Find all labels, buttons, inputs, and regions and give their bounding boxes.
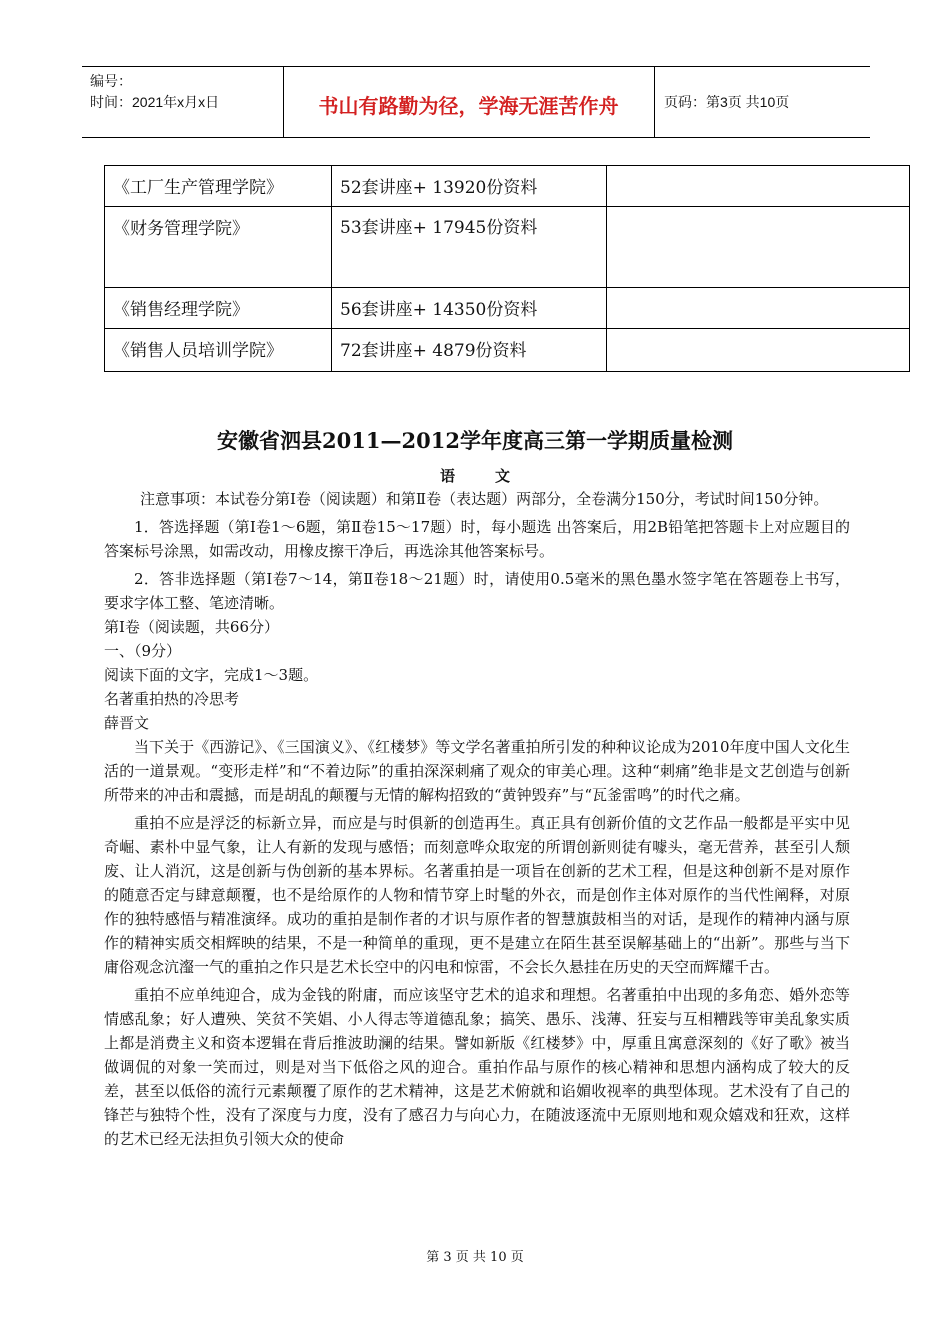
table-cell-name: 《财务管理学院》 (105, 207, 332, 288)
article-paragraph: 当下关于《西游记》、《三国演义》、《红楼梦》等文学名著重拍所引发的种种议论成为2010年度中国人文化生活的一道景观。“变形走样”和“不着边际”的重拍深深刺痛了观众的审美心理。这种“刺痛”绝非是文艺创造与创新所带来的冲击和震撼，而是胡乱的颠覆与无情的解构招致的“黄钟毁弃”与“瓦釜雷鸣”的时代之痛。 (104, 738, 850, 804)
table-cell-extra (607, 288, 910, 329)
header-meta (90, 71, 280, 113)
header-page-info: 页码：第3页 共10页 (664, 94, 790, 110)
page-header (82, 66, 870, 138)
page-footer: 第 3 页 共 10 页 (426, 1250, 524, 1265)
exam-content (104, 487, 850, 1151)
table-row (105, 329, 910, 372)
exam-subject: 语文 (439, 467, 550, 485)
document-number-label: 编号： (90, 73, 132, 89)
article-paragraph: 重拍不应单纯迎合，成为金钱的附庸，而应该坚守艺术的追求和理想。名著重拍中出现的多角恋、婚外恋等情感乱象；好人遭殃、笑贫不笑娼、小人得志等道德乱象；搞笑、愚乐、浅薄、狂妄与互相糟践等审美乱象实质上都是消费主义和资本逻辑在背后推波助澜的结果。譬如新版《红楼梦》中，厚重且寓意深刻的《好了歌》被当做调侃的对象一笑而过，则是对当下低俗之风的迎合。重拍作品与原作的核心精神和思想内涵构成了较大的反差，甚至以低俗的流行元素颠覆了原作的艺术精神，这是艺术俯就和谄媚收视率的典型体现。艺术没有了自己的锋芒与独特个性，没有了深度与力度，没有了感召力与向心力，在随波逐流中无原则地和观众嬉戏和狂欢，这样的艺术已经无法担负引领大众的使命 (104, 986, 850, 1148)
header-divider (654, 67, 655, 137)
table-cell-extra (607, 329, 910, 372)
table-cell-extra (607, 207, 910, 288)
table-cell-detail: 56套讲座+ 14350份资料 (332, 288, 607, 329)
exam-rule-1: 1．答选择题（第Ⅰ卷1～6题，第Ⅱ卷15～17题）时，每小题选 出答案后，用2B铅笔把答题卡上对应题目的答案标号涂黑，如需改动，用橡皮擦干净后，再选涂其他答案标号。 (104, 518, 850, 560)
exam-title: 安徽省泗县2011—2012学年度高三第一学期质量检测 (217, 428, 733, 453)
table-cell-detail: 52套讲座+ 13920份资料 (332, 166, 607, 207)
table-cell-name: 《销售人员培训学院》 (105, 329, 332, 372)
part-heading: 第Ⅰ卷（阅读题，共66分） (104, 618, 280, 636)
article-paragraph: 重拍不应是浮泛的标新立异，而应是与时俱新的创造再生。真正具有创新价值的文艺作品一般都是平实中见奇崛、素朴中显气象，让人有新的发现与感悟；而刻意哗众取宠的所谓创新则徒有噱头，毫无营养，甚至引人颓废、让人消沉，这是创新与伪创新的基本界标。名著重拍是一项旨在创新的艺术工程，但是这种创新不是对原作的随意否定与肆意颠覆，也不是给原作的人物和情节穿上时髦的外衣，而是创作主体对原作的当代性阐释，对原作的独特感悟与精准演绎。成功的重拍是制作者的才识与原作者的智慧旗鼓相当的对话，是现作的精神内涵与原作的精神实质交相辉映的结果，不是一种简单的重现，更不是建立在陌生甚至误解基础上的“出新”。那些与当下庸俗观念沆瀣一气的重拍之作只是艺术长空中的闪电和惊雷，不会长久悬挂在历史的天空而辉耀千古。 (104, 814, 850, 976)
table-row (105, 288, 910, 329)
article-author: 薛晋文 (104, 714, 150, 732)
exam-rule-2: 2．答非选择题（第Ⅰ卷7～14，第Ⅱ卷18～21题）时，请使用0.5毫米的黑色墨水签字笔在答题卷上书写，要求字体工整、笔迹清晰。 (104, 570, 850, 612)
table-row (105, 166, 910, 207)
header-motto: 书山有路勤为径，学海无涯苦作舟 (318, 94, 619, 118)
table-cell-detail: 53套讲座+ 17945份资料 (332, 207, 607, 288)
table-cell-name: 《工厂生产管理学院》 (105, 166, 332, 207)
table-cell-extra (607, 166, 910, 207)
reading-instruction: 阅读下面的文字，完成1～3题。 (104, 666, 319, 684)
table-cell-detail: 72套讲座+ 4879份资料 (332, 329, 607, 372)
document-date: 时间：2021年x月x日 (90, 94, 220, 110)
exam-notice: 注意事项：本试卷分第Ⅰ卷（阅读题）和第Ⅱ卷（表达题）两部分，全卷满分150分，考试时间150分钟。 (140, 490, 829, 508)
article-title: 名著重拍热的冷思考 (104, 690, 240, 708)
resource-table (104, 165, 910, 372)
table-cell-name: 《销售经理学院》 (105, 288, 332, 329)
section-heading: 一、（9分） (104, 642, 182, 660)
table-row (105, 207, 910, 288)
